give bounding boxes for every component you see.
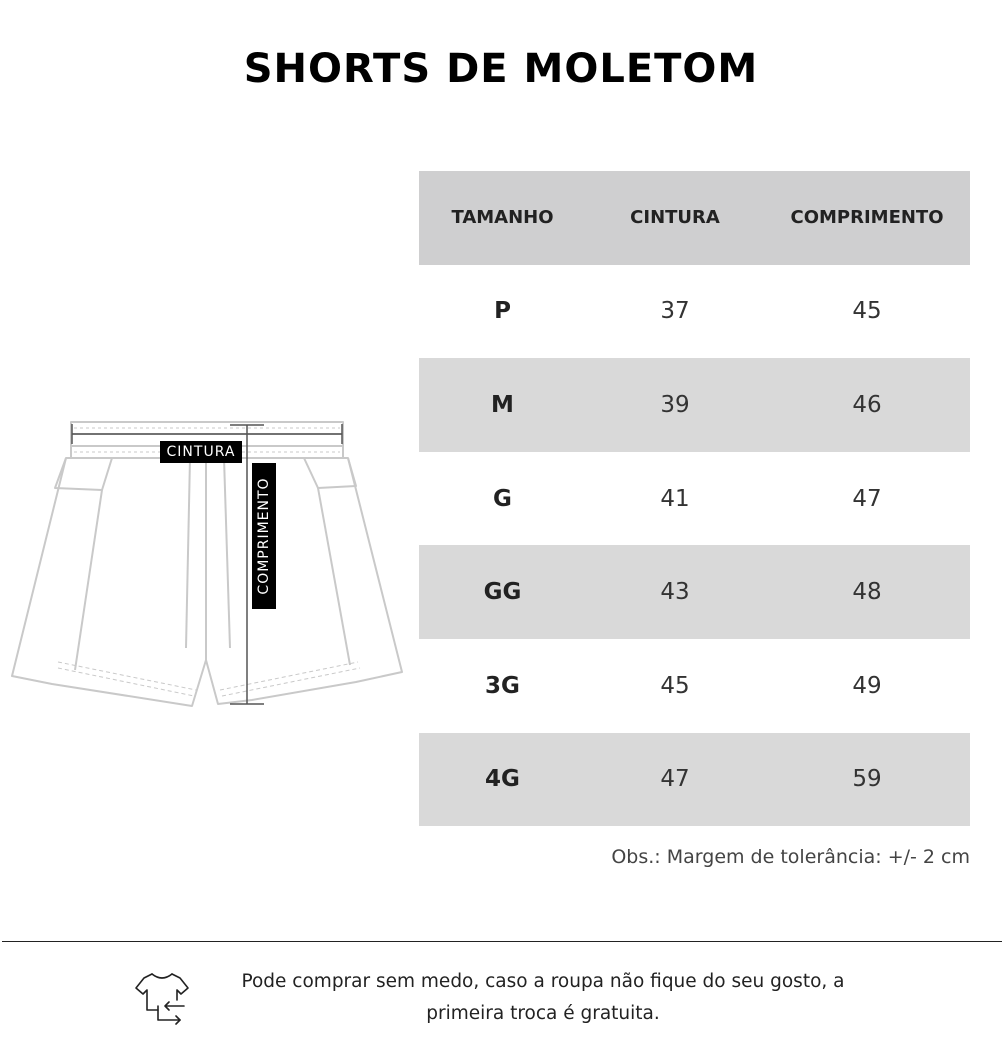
size-table — [419, 171, 970, 826]
shirt-exchange-icon — [134, 970, 190, 1026]
table-row — [419, 733, 970, 827]
tolerance-note: Obs.: Margem de tolerância: +/- 2 cm — [611, 846, 970, 868]
footer-line-1: Pode comprar sem medo, caso a roupa não fique do seu gosto, a — [241, 971, 845, 992]
table-row — [419, 358, 970, 452]
comprimento-cell: 59 — [764, 733, 970, 827]
table-row — [419, 639, 970, 733]
length-label — [252, 463, 276, 609]
column-header-cintura: CINTURA — [586, 171, 764, 265]
comprimento-cell: 46 — [764, 358, 970, 452]
size-cell: 3G — [485, 672, 520, 699]
table-header-row — [419, 171, 970, 265]
cintura-cell: 43 — [586, 545, 764, 639]
column-header-tamanho: TAMANHO — [419, 171, 586, 265]
size-cell: 4G — [419, 733, 586, 827]
length-label-text: COMPRIMENTO — [256, 477, 272, 595]
cintura-cell: 37 — [660, 298, 690, 325]
size-cell: G — [493, 485, 512, 512]
waist-label: CINTURA — [160, 441, 242, 463]
cintura-cell: 47 — [586, 733, 764, 827]
divider — [2, 941, 1002, 942]
comprimento-cell: 47 — [852, 485, 882, 512]
size-cell: GG — [419, 545, 586, 639]
footer-line-2: primeira troca é gratuita. — [426, 1003, 660, 1024]
cintura-cell: 39 — [586, 358, 764, 452]
table-row — [419, 452, 970, 546]
footer-message — [200, 966, 886, 1030]
size-cell: P — [494, 298, 511, 325]
column-header-comprimento: COMPRIMENTO — [764, 171, 970, 265]
page-title: SHORTS DE MOLETOM — [243, 46, 759, 92]
cintura-cell: 41 — [660, 485, 690, 512]
table-row — [419, 265, 970, 359]
cintura-cell: 45 — [660, 672, 690, 699]
size-cell: M — [419, 358, 586, 452]
comprimento-cell: 49 — [852, 672, 882, 699]
comprimento-cell: 48 — [764, 545, 970, 639]
table-row — [419, 545, 970, 639]
comprimento-cell: 45 — [852, 298, 882, 325]
